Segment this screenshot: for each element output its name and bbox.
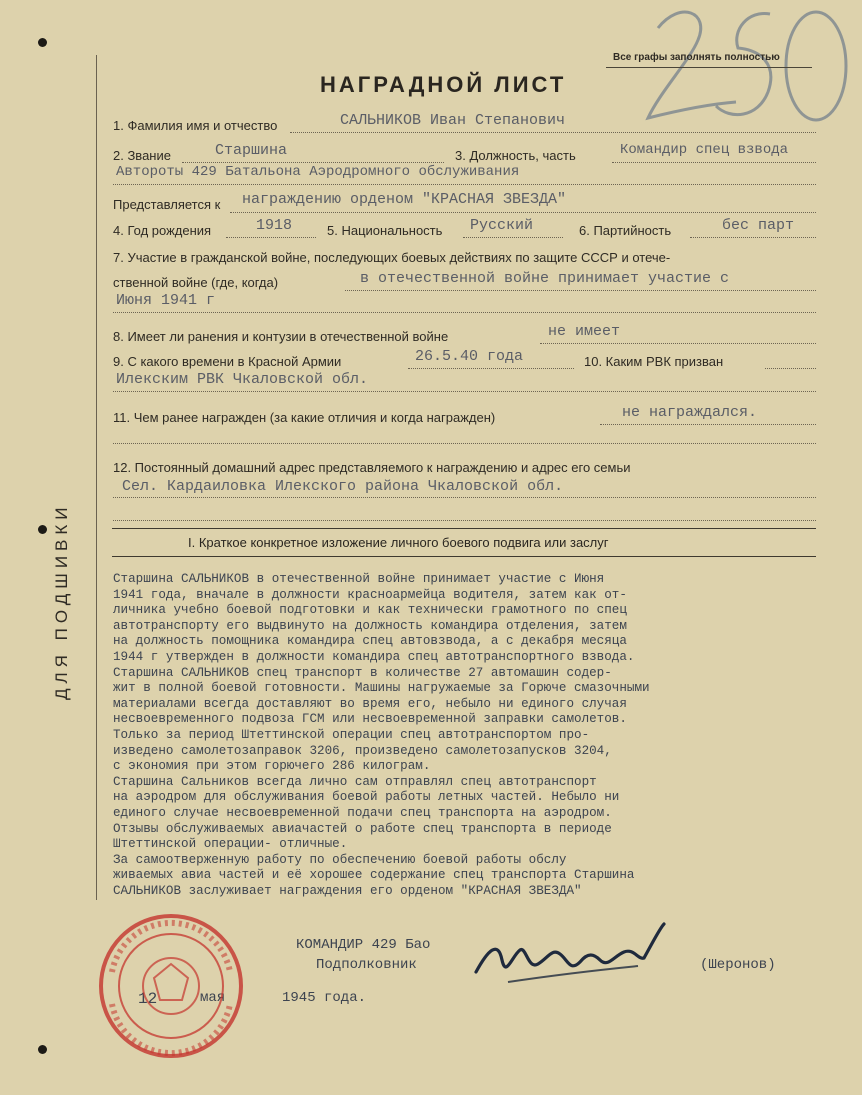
birth-label: 4. Год рождения — [113, 223, 212, 238]
nationality-value: Русский — [470, 217, 534, 234]
story-line: жит в полной боевой готовности. Машины нагружаемые за Горюче смазочными — [113, 681, 650, 696]
section-bottom-border — [112, 556, 816, 557]
story-line: Только за период Штеттинской операции спец автотранспортом про- — [113, 727, 590, 742]
story-line: Старшина САЛЬНИКОВ спец транспорт в количестве 27 автомашин содер- — [113, 665, 612, 680]
side-label: ДЛЯ ПОДШИВКИ — [52, 502, 71, 700]
rvk-rule — [765, 368, 816, 369]
wounds-label: 8. Имеет ли ранения и контузии в отечественной войне — [113, 329, 449, 344]
handwritten-signature — [468, 920, 678, 990]
story-line: Старшина САЛЬНИКОВ в отечественной войне принимает участие с Июня — [113, 572, 605, 586]
rank-label: 2. Звание — [113, 148, 171, 163]
story-line: на аэродром для обслуживания боевой работы летных частей. Небыло ни — [113, 790, 620, 805]
fill-all-fields-note: Все графы заполнять полностью — [613, 52, 780, 63]
punch-hole — [38, 525, 47, 534]
story-line: автотранспорту его выдвинуто на должность командира отделения, затем — [113, 618, 627, 633]
awards-value: не награждался. — [622, 404, 758, 421]
rvk-label: 10. Каким РВК призван — [584, 354, 724, 369]
party-value: бес парт — [722, 217, 795, 234]
story-line: живаемых авиа частей и её хорошее содержание спец транспорта Старшина — [113, 868, 635, 883]
nominated-rule — [230, 212, 816, 213]
address-rule-2 — [113, 520, 816, 521]
army-rule — [408, 368, 574, 369]
commander-rank: Подполковник — [316, 957, 417, 973]
wounds-value: не имеет — [548, 323, 621, 340]
date-month: мая — [200, 990, 226, 1006]
story-line: Старшина Сальников всегда лично сам отправлял спец автотранспорт — [113, 774, 597, 789]
section-top-border — [112, 528, 816, 529]
war-value-line2: Июня 1941 г — [116, 292, 216, 309]
army-value: 26.5.40 года — [415, 348, 524, 365]
rvk-value: Илекским РВК Чкаловской обл. — [116, 371, 369, 388]
address-label: 12. Постоянный домашний адрес представляемого к награждению и адрес его семьи — [113, 460, 631, 475]
story-line: За самоотверженную работу по обеспечению боевой работы обслу — [113, 852, 567, 867]
army-label: 9. С какого времени в Красной Армии — [113, 354, 342, 369]
war-label-line2: ственной войне (где, когда) — [113, 275, 279, 290]
story-line: материалами всегда доставляют во время его, небыло ни единого случая — [113, 696, 627, 711]
nominated-label: Представляется к — [113, 197, 221, 212]
war-rule — [345, 290, 816, 291]
note-underline — [606, 67, 812, 68]
position-rule — [612, 162, 816, 163]
story-line: САЛЬНИКОВ заслуживает награждения его орденом "КРАСНАЯ ЗВЕЗДА" — [113, 883, 582, 898]
position-value: Командир спец взвода — [620, 142, 789, 158]
story-line: Штеттинской операции- отличные. — [113, 837, 348, 852]
date-day: 12 — [138, 990, 158, 1008]
rank-rule — [182, 162, 444, 163]
rank-value: Старшина — [215, 142, 288, 159]
nominated-value: награждению орденом "КРАСНАЯ ЗВЕЗДА" — [242, 191, 567, 208]
section-heading: I. Краткое конкретное изложение личного боевого подвига или заслуг — [188, 535, 609, 550]
story-line: на должность помощника командира спец автовзвода, а с декабря месяца — [113, 634, 627, 649]
commander-title: КОМАНДИР 429 Бао — [296, 937, 431, 953]
form-title: НАГРАДНОЙ ЛИСТ — [320, 72, 567, 97]
awards-label: 11. Чем ранее награжден (за какие отличия и когда награжден) — [113, 410, 496, 425]
unit-rule — [113, 184, 816, 185]
rvk-rule-2 — [113, 391, 816, 392]
unit-seal-stamp — [82, 912, 260, 1060]
birth-value: 1918 — [256, 217, 293, 234]
story-line: Отзывы обслуживаемых авиачастей о работе спец транспорта в периоде — [113, 821, 612, 836]
date-year: 1945 года. — [282, 990, 367, 1006]
position-label: 3. Должность, часть — [455, 148, 576, 163]
story-line: несвоевременного подвоза ГСМ или несвоевременной заправки самолетов. — [113, 712, 627, 727]
war-rule-2 — [113, 312, 816, 313]
punch-hole — [38, 38, 47, 47]
pencil-number-mark — [640, 0, 862, 150]
story-line: изведено самолетозаправок 3206, произведено самолетозапусков 3204, — [113, 743, 612, 758]
merit-description — [113, 572, 862, 899]
wounds-rule — [540, 343, 816, 344]
address-rule — [113, 497, 816, 498]
name-label: 1. Фамилия имя и отчество — [113, 118, 278, 133]
commander-name: (Шеронов) — [700, 957, 776, 973]
awards-rule-2 — [113, 443, 816, 444]
party-rule — [690, 237, 816, 238]
name-value: САЛЬНИКОВ Иван Степанович — [340, 112, 566, 129]
war-label-line1: 7. Участие в гражданской войне, последующих боевых действиях по защите СССР и отече- — [113, 250, 671, 265]
story-line: 1941 года, вначале в должности красноармейца водителя, затем как от- — [113, 587, 627, 602]
position-value-line2: Автороты 429 Батальона Аэродромного обслуживания — [116, 164, 520, 180]
story-line: личника учебно боевой подготовки и как технически грамотного по спец — [113, 603, 627, 618]
punch-hole — [38, 1045, 47, 1054]
binding-margin-line — [96, 55, 97, 900]
story-line: единого случае несвоевременной подачи спец транспорта на аэродром. — [113, 805, 612, 820]
address-value: Сел. Кардаиловка Илекского района Чкаловской обл. — [122, 478, 564, 495]
awards-rule — [600, 424, 816, 425]
nationality-rule — [463, 237, 563, 238]
birth-rule — [226, 237, 316, 238]
name-rule — [290, 132, 816, 133]
war-value: в отечественной войне принимает участие с — [360, 270, 730, 287]
nationality-label: 5. Национальность — [327, 223, 443, 238]
story-line: с экономия при этом горючего 286 килограм. — [113, 759, 431, 774]
party-label: 6. Партийность — [579, 223, 672, 238]
story-line: 1944 г утвержден в должности командира спец автотранспортного взвода. — [113, 649, 635, 664]
